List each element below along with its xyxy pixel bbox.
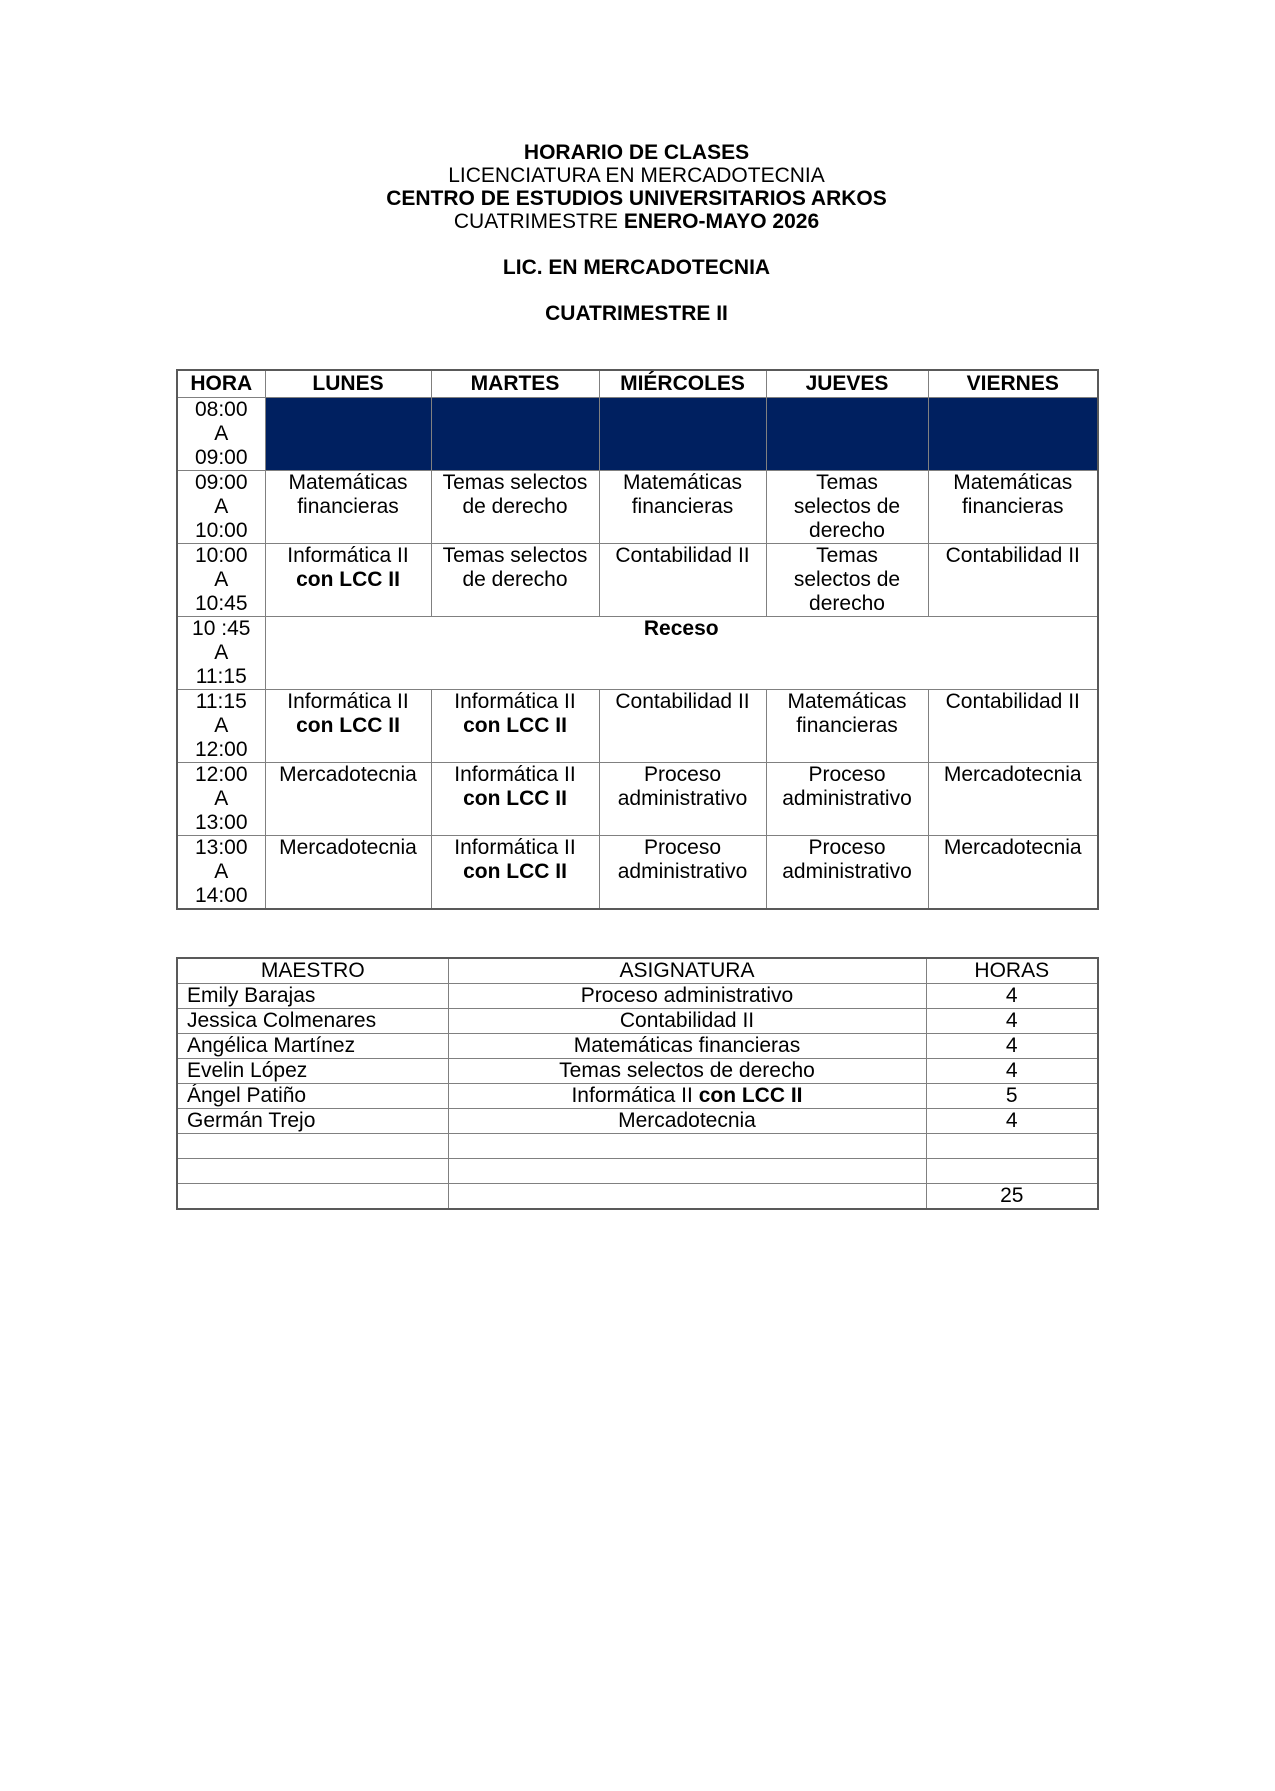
text: Matemáticas [288, 471, 408, 494]
text: Mercadotecnia [618, 1109, 756, 1132]
bold-text: con LCC II [463, 860, 567, 883]
schedule-cell [265, 471, 431, 544]
staff-row-3 [177, 1059, 1098, 1084]
schedule-table [176, 369, 1099, 910]
text: 13:00 [194, 836, 248, 859]
text: Matemáticas [953, 471, 1073, 494]
text: 10 :45 [192, 617, 251, 640]
schedule-column-header-4: JUEVES [766, 370, 928, 398]
schedule-cell [928, 836, 1098, 910]
schedule-row-1 [177, 471, 1098, 544]
title-line-1 [176, 164, 1097, 187]
schedule-cell [928, 763, 1098, 836]
text: 10:00 [194, 544, 248, 567]
teacher-name-cell: Jessica Colmenares [177, 1009, 448, 1034]
hours-cell: 25 [926, 1184, 1098, 1209]
hours-cell: 5 [926, 1084, 1098, 1109]
text: 08:00 [194, 398, 248, 421]
text: Proceso [808, 763, 886, 786]
recess-cell [265, 617, 1098, 690]
schedule-cell [766, 690, 928, 763]
text: 11:15 [195, 665, 247, 688]
bold-text: con LCC II [698, 1084, 803, 1107]
subject-cell [448, 1159, 926, 1184]
schedule-row-4 [177, 690, 1098, 763]
text: Contabilidad II [615, 690, 750, 713]
hours-cell [926, 1134, 1098, 1159]
text: Mercadotecnia [943, 836, 1082, 859]
staff-row-6 [177, 1134, 1098, 1159]
text: Contabilidad II [945, 690, 1080, 713]
schedule-cell [766, 836, 928, 910]
text: administrativo [617, 860, 748, 883]
blocked-cell [599, 398, 766, 471]
bold-text: con LCC II [463, 714, 567, 737]
document-page [176, 141, 1097, 1210]
staff-row-7 [177, 1159, 1098, 1184]
staff-row-0 [177, 984, 1098, 1009]
staff-column-header-1: ASIGNATURA [448, 958, 926, 984]
text: A [214, 787, 229, 810]
text: Matemáticas [622, 471, 743, 494]
text: A [214, 422, 229, 445]
schedule-column-header-2: MARTES [431, 370, 599, 398]
text: A [214, 568, 229, 591]
schedule-cell [599, 836, 766, 910]
text: de derecho [462, 568, 568, 591]
bold-text: con LCC II [463, 787, 567, 810]
schedule-row-2 [177, 544, 1098, 617]
title-line-0 [176, 141, 1097, 164]
teacher-name-cell: Evelin López [177, 1059, 448, 1084]
hours-cell: 4 [926, 1034, 1098, 1059]
staff-row-1 [177, 1009, 1098, 1034]
bold-text: HORARIO DE CLASES [523, 141, 750, 164]
text: Temas selectos [442, 544, 588, 567]
staff-column-header-2: HORAS [926, 958, 1098, 984]
schedule-cell [265, 544, 431, 617]
text: Contabilidad II [619, 1009, 755, 1032]
staff-header-row [177, 958, 1098, 984]
text: CUATRIMESTRE [453, 210, 624, 233]
schedule-cell [766, 763, 928, 836]
text: Informática II [287, 690, 409, 713]
text: A [214, 641, 229, 664]
staff-row-4 [177, 1084, 1098, 1109]
subject-cell [448, 1059, 926, 1084]
staff-column-header-0: MAESTRO [177, 958, 448, 984]
text: Proceso administrativo [580, 984, 794, 1007]
schedule-column-header-0: HORA [177, 370, 265, 398]
bold-text: Receso [643, 617, 719, 640]
schedule-row-3 [177, 617, 1098, 690]
time-cell [177, 617, 265, 690]
schedule-row-6 [177, 836, 1098, 910]
subject-cell [448, 1109, 926, 1134]
schedule-cell [766, 544, 928, 617]
schedule-column-header-5: VIERNES [928, 370, 1098, 398]
text: A [214, 860, 229, 883]
schedule-cell [431, 836, 599, 910]
text: 11:15 [195, 690, 247, 713]
schedule-column-header-3: MIÉRCOLES [599, 370, 766, 398]
teacher-name-cell [177, 1184, 448, 1209]
text: financieras [961, 495, 1064, 518]
staff-row-5 [177, 1109, 1098, 1134]
text: Matemáticas financieras [573, 1034, 801, 1057]
schedule-cell [599, 763, 766, 836]
subject-cell [448, 1084, 926, 1109]
schedule-cell [265, 763, 431, 836]
title-line-3 [176, 210, 1097, 233]
schedule-header-row [177, 370, 1098, 398]
bold-text: CENTRO DE ESTUDIOS UNIVERSITARIOS ARKOS [386, 187, 887, 210]
text: financieras [631, 495, 734, 518]
blocked-cell [766, 398, 928, 471]
text: 09:00 [194, 471, 248, 494]
text: selectos de [793, 568, 901, 591]
time-cell [177, 544, 265, 617]
bold-text: CUATRIMESTRE II [545, 302, 728, 325]
subject-cell [448, 1134, 926, 1159]
text: Informática II [454, 690, 576, 713]
schedule-row-0 [177, 398, 1098, 471]
schedule-cell [928, 471, 1098, 544]
text: Proceso [643, 763, 722, 786]
schedule-column-header-1: LUNES [265, 370, 431, 398]
text: LICENCIATURA EN MERCADOTECNIA [448, 164, 825, 187]
staff-row-8 [177, 1184, 1098, 1209]
title-line-2 [176, 187, 1097, 210]
text: derecho [809, 592, 885, 615]
teacher-name-cell [177, 1159, 448, 1184]
text: Informática II [571, 1084, 699, 1107]
text: Informática II [287, 544, 409, 567]
bold-text: LIC. EN MERCADOTECNIA [502, 256, 771, 279]
text: 12:00 [194, 763, 248, 786]
subject-cell [448, 984, 926, 1009]
time-cell [177, 471, 265, 544]
text: financieras [796, 714, 898, 737]
text: Informática II [454, 836, 576, 859]
text: selectos de [793, 495, 901, 518]
time-cell [177, 398, 265, 471]
bold-text: con LCC II [296, 714, 400, 737]
title-block [176, 141, 1097, 325]
text: 10:45 [194, 592, 248, 615]
blocked-cell [431, 398, 599, 471]
schedule-cell [928, 544, 1098, 617]
text: Mercadotecnia [279, 836, 417, 859]
schedule-row-5 [177, 763, 1098, 836]
text: Contabilidad II [615, 544, 750, 567]
schedule-cell [928, 690, 1098, 763]
schedule-cell [599, 544, 766, 617]
schedule-cell [431, 544, 599, 617]
bold-text: ENERO-MAYO 2026 [623, 210, 820, 233]
hours-cell: 4 [926, 1059, 1098, 1084]
subject-cell [448, 1009, 926, 1034]
time-cell [177, 836, 265, 910]
staff-row-2 [177, 1034, 1098, 1059]
text: Mercadotecnia [943, 763, 1082, 786]
teacher-name-cell: Angélica Martínez [177, 1034, 448, 1059]
schedule-cell [599, 471, 766, 544]
hours-cell: 4 [926, 1109, 1098, 1134]
text: derecho [809, 519, 885, 542]
text: 13:00 [194, 811, 248, 834]
schedule-cell [265, 836, 431, 910]
teacher-name-cell [177, 1134, 448, 1159]
title-line-4 [176, 256, 1097, 279]
text: Proceso [808, 836, 886, 859]
text: administrativo [782, 787, 912, 810]
subject-cell [448, 1184, 926, 1209]
text: A [214, 714, 229, 737]
text: de derecho [462, 495, 568, 518]
schedule-cell [431, 471, 599, 544]
title-line-5 [176, 302, 1097, 325]
schedule-cell [431, 763, 599, 836]
text: administrativo [782, 860, 912, 883]
time-cell [177, 690, 265, 763]
text: Contabilidad II [945, 544, 1080, 567]
text: Temas selectos [442, 471, 588, 494]
blocked-cell [928, 398, 1098, 471]
hours-cell: 4 [926, 1009, 1098, 1034]
schedule-cell [766, 471, 928, 544]
text: Informática II [454, 763, 576, 786]
text: Matemáticas [787, 690, 907, 713]
time-cell [177, 763, 265, 836]
teacher-name-cell: Germán Trejo [177, 1109, 448, 1134]
text: A [214, 495, 229, 518]
text: 14:00 [194, 884, 248, 907]
text: Temas selectos de derecho [559, 1059, 815, 1082]
schedule-cell [431, 690, 599, 763]
hours-cell: 4 [926, 984, 1098, 1009]
schedule-cell [265, 690, 431, 763]
schedule-cell [599, 690, 766, 763]
teacher-name-cell: Ángel Patiño [177, 1084, 448, 1109]
text: 09:00 [194, 446, 248, 469]
staff-table [176, 957, 1099, 1210]
blocked-cell [265, 398, 431, 471]
text: administrativo [617, 787, 748, 810]
text: Mercadotecnia [279, 763, 417, 786]
text: Temas [816, 544, 878, 567]
text: Proceso [643, 836, 722, 859]
hours-cell [926, 1159, 1098, 1184]
bold-text: con LCC II [296, 568, 400, 591]
text: financieras [297, 495, 399, 518]
teacher-name-cell: Emily Barajas [177, 984, 448, 1009]
text: 10:00 [194, 519, 248, 542]
text: 12:00 [194, 738, 248, 761]
subject-cell [448, 1034, 926, 1059]
text: Temas [816, 471, 878, 494]
